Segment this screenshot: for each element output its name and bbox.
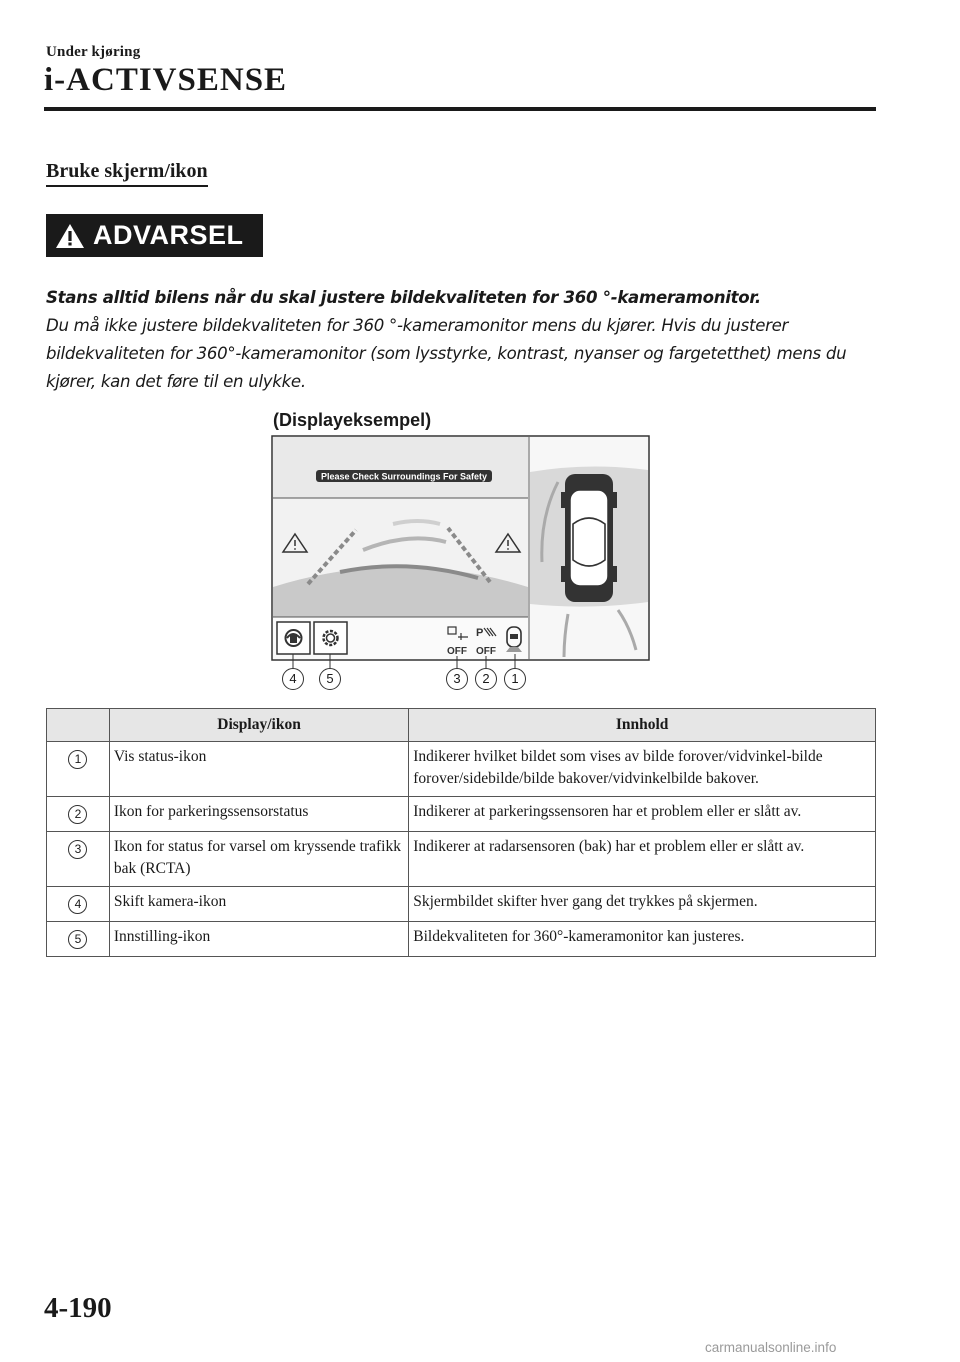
- rcta-off-label: OFF: [447, 646, 467, 657]
- row-number-cell: [47, 742, 110, 797]
- callout-4: 4: [282, 668, 304, 690]
- row-number-badge: 3: [68, 840, 87, 859]
- row-name-cell: Skift kamera-ikon: [109, 887, 408, 922]
- table-row: [47, 922, 876, 957]
- banner-text: Please Check Surroundings For Safety: [320, 471, 488, 482]
- row-number-cell: [47, 797, 110, 832]
- row-number-cell: [47, 887, 110, 922]
- row-desc-cell: Indikerer at radarsensoren (bak) har et problem eller er slått av.: [409, 832, 876, 887]
- row-number-badge: 1: [68, 750, 87, 769]
- table-header-display: Display/ikon: [109, 709, 408, 742]
- callout-1: 1: [504, 668, 526, 690]
- icon-table: [46, 708, 876, 957]
- row-number-badge: 5: [68, 930, 87, 949]
- table-header-content: Innhold: [409, 709, 876, 742]
- header-rule: [44, 107, 876, 111]
- warning-label: ADVARSEL: [93, 220, 244, 250]
- row-desc-cell: Indikerer at parkeringssensoren har et problem eller er slått av.: [409, 797, 876, 832]
- row-name-cell: Ikon for status for varsel om kryssende trafikk bak (RCTA): [109, 832, 408, 887]
- row-desc-cell: Skjermbildet skifter hver gang det trykkes på skjermen.: [409, 887, 876, 922]
- row-desc-cell: Indikerer hvilket bildet som vises av bilde forover/vidvinkel-bilde forover/sidebilde/bilde bakover/vidvinkelbilde bakover.: [409, 742, 876, 797]
- table-row: [47, 797, 876, 832]
- row-number-badge: 4: [68, 895, 87, 914]
- section-label: Under kjøring: [46, 44, 141, 60]
- row-number-badge: 2: [68, 805, 87, 824]
- warning-bold-text: Stans alltid bilens når du skal justere bildekvaliteten for 360 °-kameramonitor.: [46, 288, 761, 307]
- page-number: 4-190: [44, 1292, 112, 1324]
- row-number-cell: [47, 922, 110, 957]
- row-desc-cell: Bildekvaliteten for 360°-kameramonitor kan justeres.: [409, 922, 876, 957]
- row-number-cell: [47, 832, 110, 887]
- callout-2: 2: [475, 668, 497, 690]
- warning-text: [46, 284, 886, 396]
- parking-sensor-off-label: OFF: [476, 646, 496, 657]
- callout-leaders: [268, 432, 653, 692]
- parking-sensor-glyph: P: [476, 627, 484, 639]
- callout-5: 5: [319, 668, 341, 690]
- table-row: [47, 742, 876, 797]
- warning-badge: [46, 214, 263, 257]
- callout-3: 3: [446, 668, 468, 690]
- row-name-cell: Vis status-ikon: [109, 742, 408, 797]
- row-name-cell: Innstilling-ikon: [109, 922, 408, 957]
- display-figure: [268, 432, 653, 686]
- watermark-link[interactable]: carmanualsonline.info: [705, 1340, 837, 1355]
- warning-body-text: Du må ikke justere bildekvaliteten for 360 °-kameramonitor mens du kjører. Hvis du justerer bildekvaliteten for 360°-kameramonitor (som lysstyrke, kontrast, nyanser og fargetetthet) mens du kjører, kan det føre til en ulykke.: [46, 316, 847, 391]
- chapter-title: i-ACTIVSENSE: [44, 62, 288, 98]
- table-header-num: [47, 709, 110, 742]
- table-row: [47, 832, 876, 887]
- table-header-row: [47, 709, 876, 742]
- warning-triangle-icon: [55, 223, 85, 249]
- row-name-cell: Ikon for parkeringssensorstatus: [109, 797, 408, 832]
- subhead: Bruke skjerm/ikon: [46, 160, 208, 187]
- table-row: [47, 887, 876, 922]
- figure-label: (Displayeksempel): [273, 410, 432, 430]
